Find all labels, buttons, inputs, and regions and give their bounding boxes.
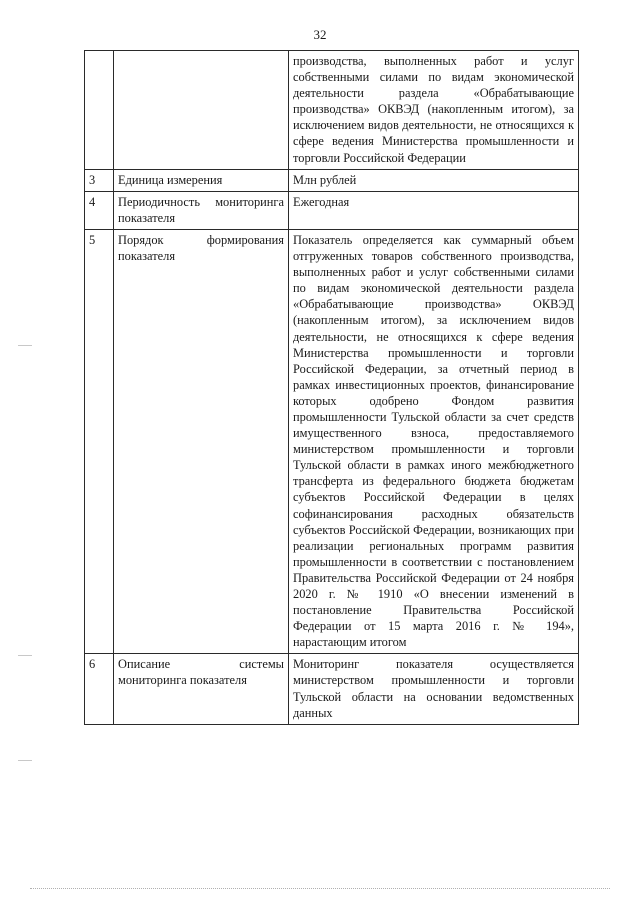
- row-value: Млн рублей: [289, 169, 579, 191]
- row-value: производства, выполненных работ и услуг собственными силами по видам экономической деятельности раздела «Обрабатывающие производства» ОКВЭД (накопленным итогом), за исключением видов деятельности, не относящихся к сфере ведения Министерства промышленности и торговли Российской Федерации: [289, 51, 579, 170]
- row-number: 5: [85, 229, 114, 653]
- row-number: [85, 51, 114, 170]
- row-number: 4: [85, 191, 114, 229]
- table-row: [85, 654, 579, 724]
- table-row: [85, 229, 579, 653]
- row-name: Единица измерения: [114, 169, 289, 191]
- row-value: Ежегодная: [289, 191, 579, 229]
- row-number: 6: [85, 654, 114, 724]
- row-value: Мониторинг показателя осуществляется министерством промышленности и торговли Тульской области на основании ведомственных данных: [289, 654, 579, 724]
- row-name: Периодичность мониторинга показателя: [114, 191, 289, 229]
- scan-margin-mark: [18, 655, 32, 656]
- row-name: Порядок формирования показателя: [114, 229, 289, 653]
- table-row: [85, 191, 579, 229]
- table-row: [85, 169, 579, 191]
- indicator-table: [84, 50, 579, 725]
- row-name: [114, 51, 289, 170]
- row-value: Показатель определяется как суммарный объем отгруженных товаров собственного производства, выполненных работ и услуг собственными силами по видам экономической деятельности раздела «Обрабатывающие производства» ОКВЭД (накопленным итогом), за исключением видов деятельности, не относящихся к сфере ведения Министерства промышленности и торговли Российской Федерации, за отчетный период в рамках инвестиционных проектов, финансирование которых одобрено Фондом развития промышленности Тульской области за счет средств имущественного взноса, предоставляемого министерством промышленности и торговли Тульской области в рамках иного межбюджетного трансферта из федерального бюджета бюджетам субъектов Российской Федерации в целях софинансирования расходных обязательств субъектов Российской Федерации, возникающих при реализации региональных программ развития промышленности в соответствии с постановлением Правительства Российской Федерации от 24 ноября 2020 г. № 1910 «О внесении изменений в постановление Правительства Российской Федерации от 15 марта 2016 г. № 194», нарастающим итогом: [289, 229, 579, 653]
- scan-artifact-line: [30, 888, 610, 890]
- scan-margin-mark: [18, 760, 32, 761]
- row-number: 3: [85, 169, 114, 191]
- row-name: Описание системы мониторинга показателя: [114, 654, 289, 724]
- table-row: [85, 51, 579, 170]
- scan-margin-mark: [18, 345, 32, 346]
- page-number: 32: [313, 27, 327, 42]
